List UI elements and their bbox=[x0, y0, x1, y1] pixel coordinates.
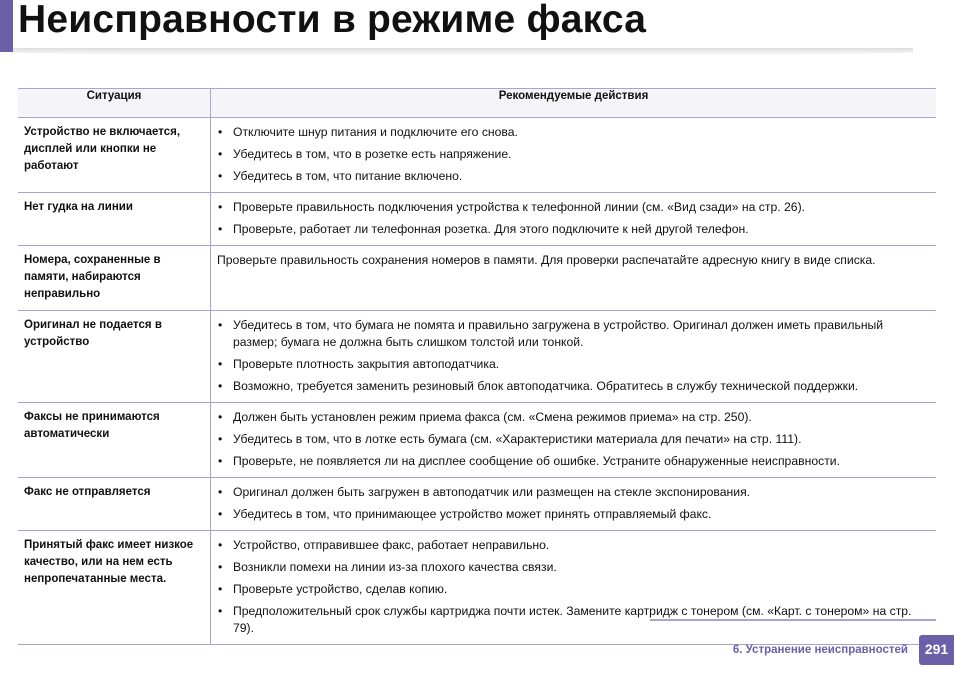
page-title: Неисправности в режиме факса bbox=[18, 0, 647, 41]
actions-cell bbox=[211, 531, 937, 645]
situation-cell: Нет гудка на линии bbox=[18, 193, 211, 246]
table-row bbox=[18, 478, 936, 531]
header-actions: Рекомендуемые действия bbox=[211, 89, 937, 118]
actions-list bbox=[217, 199, 930, 238]
table-row bbox=[18, 311, 936, 403]
actions-list bbox=[217, 409, 930, 470]
action-item: • Убедитесь в том, что принимающее устройство может принять отправляемый факс. bbox=[217, 506, 930, 523]
action-item: • Проверьте устройство, сделав копию. bbox=[217, 581, 930, 598]
page-number: 291 bbox=[919, 635, 954, 665]
action-item: • Устройство, отправившее факс, работает неправильно. bbox=[217, 537, 930, 554]
action-item: • Возникли помехи на линии из-за плохого качества связи. bbox=[217, 559, 930, 576]
actions-cell bbox=[211, 311, 937, 403]
action-item: • Проверьте, работает ли телефонная розетка. Для этого подключите к ней другой телефон. bbox=[217, 221, 930, 238]
action-item: • Предположительный срок службы картриджа почти истек. Замените картридж с тонером (см. «Карт. с тонером» на стр. 79). bbox=[217, 603, 930, 637]
situation-cell: Устройство не включается, дисплей или кнопки не работают bbox=[18, 118, 211, 193]
actions-cell bbox=[211, 193, 937, 246]
title-underline bbox=[13, 48, 913, 56]
table-header bbox=[18, 89, 936, 118]
action-item: • Убедитесь в том, что в розетке есть напряжение. bbox=[217, 146, 930, 163]
actions-cell: Проверьте правильность сохранения номеров в памяти. Для проверки распечатайте адресную книгу в виде списка. bbox=[211, 246, 937, 311]
situation-cell: Оригинал не подается в устройство bbox=[18, 311, 211, 403]
action-item: • Убедитесь в том, что бумага не помята и правильно загружена в устройство. Оригинал должен иметь правильный размер; бумага не должна быть слишком толстой или тонкой. bbox=[217, 317, 930, 351]
situation-cell: Факс не отправляется bbox=[18, 478, 211, 531]
actions-list bbox=[217, 537, 930, 637]
table-row bbox=[18, 118, 936, 193]
action-item: • Должен быть установлен режим приема факса (см. «Смена режимов приема» на стр. 250). bbox=[217, 409, 930, 426]
actions-list bbox=[217, 124, 930, 185]
situation-cell: Факсы не принимаются автоматически bbox=[18, 403, 211, 478]
actions-cell bbox=[211, 118, 937, 193]
table-row bbox=[18, 246, 936, 311]
situation-cell: Принятый факс имеет низкое качество, или на нем есть непропечатанные места. bbox=[18, 531, 211, 645]
situation-cell: Номера, сохраненные в памяти, набираются неправильно bbox=[18, 246, 211, 311]
action-item: • Оригинал должен быть загружен в автоподатчик или размещен на стекле экспонирования. bbox=[217, 484, 930, 501]
header-situation: Ситуация bbox=[18, 89, 211, 118]
actions-cell bbox=[211, 478, 937, 531]
table-row bbox=[18, 531, 936, 645]
action-item: • Убедитесь в том, что питание включено. bbox=[217, 168, 930, 185]
actions-list bbox=[217, 317, 930, 395]
footer-section: 6. Устранение неисправностей bbox=[732, 644, 908, 656]
action-item: • Отключите шнур питания и подключите его снова. bbox=[217, 124, 930, 141]
action-item: • Убедитесь в том, что в лотке есть бумага (см. «Характеристики материала для печати» на стр. 111). bbox=[217, 431, 930, 448]
title-accent-bar bbox=[0, 0, 13, 52]
table-row bbox=[18, 193, 936, 246]
action-item: • Проверьте, не появляется ли на дисплее сообщение об ошибке. Устраните обнаруженные неисправности. bbox=[217, 453, 930, 470]
troubleshooting-table bbox=[18, 88, 936, 645]
table-row bbox=[18, 403, 936, 478]
action-item: • Возможно, требуется заменить резиновый блок автоподатчика. Обратитесь в службу технической поддержки. bbox=[217, 378, 930, 395]
action-item: • Проверьте плотность закрытия автоподатчика. bbox=[217, 356, 930, 373]
action-item: • Проверьте правильность подключения устройства к телефонной линии (см. «Вид сзади» на стр. 26). bbox=[217, 199, 930, 216]
footer-divider bbox=[650, 619, 936, 621]
actions-list bbox=[217, 484, 930, 523]
actions-cell bbox=[211, 403, 937, 478]
